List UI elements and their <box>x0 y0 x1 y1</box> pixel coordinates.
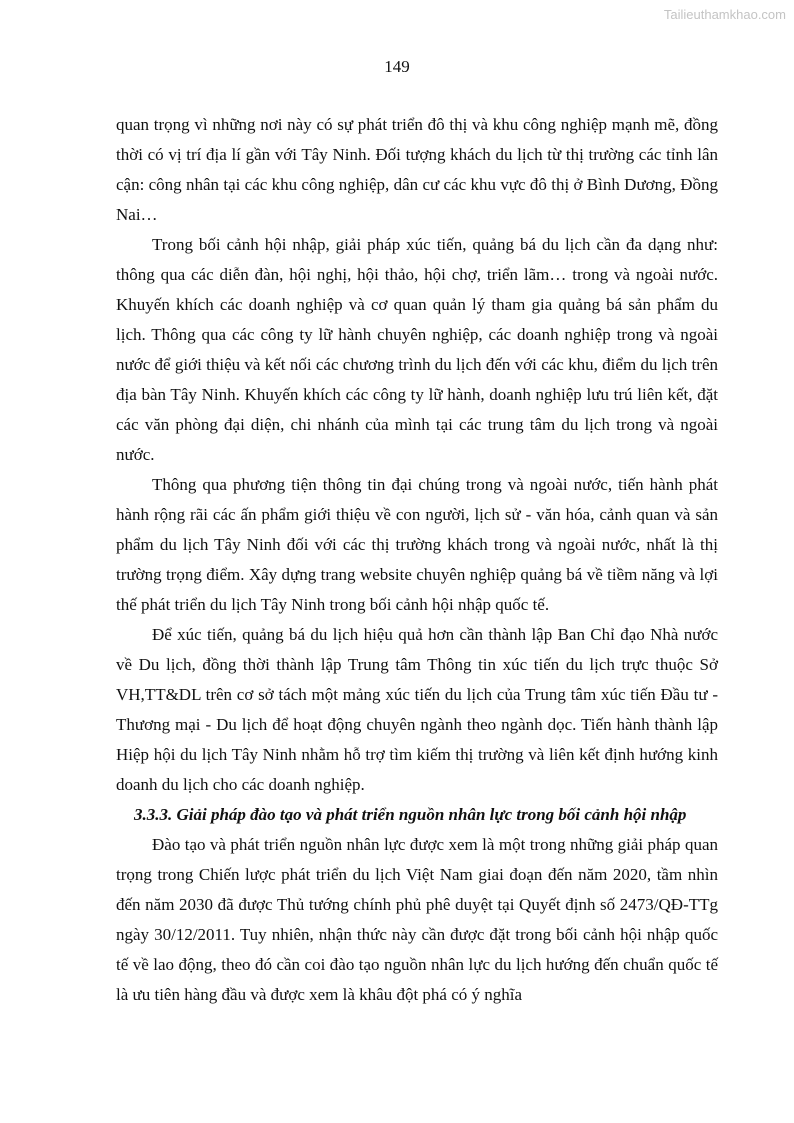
watermark: Tailieuthamkhao.com <box>663 7 786 22</box>
paragraph-continued: quan trọng vì những nơi này có sự phát triển đô thị và khu công nghiệp mạnh mẽ, đồng thời có vị trí địa lí gần với Tây Ninh. Đối tượng khách du lịch từ thị trường các tỉnh lân cận: công nhân tại các khu công nghiệp, dân cư các khu vực đô thị ở Bình Dương, Đồng Nai… <box>116 115 718 224</box>
paragraph: Thông qua phương tiện thông tin đại chúng trong và ngoài nước, tiến hành phát hành rộng rãi các ấn phẩm giới thiệu về con người, lịch sử - văn hóa, cảnh quan và sản phẩm du lịch Tây Ninh đối với các thị trường khách trong và ngoài nước, nhất là thị trường trọng điểm. Xây dựng trang website chuyên nghiệp quảng bá về tiềm năng và lợi thế phát triển du lịch Tây Ninh trong bối cảnh hội nhập quốc tế. <box>116 475 718 614</box>
paragraph: Để xúc tiến, quảng bá du lịch hiệu quả hơn cần thành lập Ban Chỉ đạo Nhà nước về Du lịch, đồng thời thành lập Trung tâm Thông tin xúc tiến du lịch trực thuộc Sở VH,TT&DL trên cơ sở tách một mảng xúc tiến du lịch của Trung tâm xúc tiến Đầu tư - Thương mại - Du lịch để hoạt động chuyên ngành theo ngành dọc. Tiến hành thành lập Hiệp hội du lịch Tây Ninh nhằm hỗ trợ tìm kiếm thị trường và liên kết định hướng kinh doanh du lịch cho các doanh nghiệp. <box>116 625 718 794</box>
document-body <box>116 110 718 1010</box>
section-heading: 3.3.3. Giải pháp đào tạo và phát triển nguồn nhân lực trong bối cảnh hội nhập <box>134 805 687 824</box>
paragraph: Đào tạo và phát triển nguồn nhân lực được xem là một trong những giải pháp quan trọng trong Chiến lược phát triển du lịch Việt Nam giai đoạn đến năm 2020, tầm nhìn đến năm 2030 đã được Thủ tướng chính phủ phê duyệt tại Quyết định số 2473/QĐ-TTg ngày 30/12/2011. Tuy nhiên, nhận thức này cần được đặt trong bối cảnh hội nhập quốc tế về lao động, theo đó cần coi đào tạo nguồn nhân lực du lịch hướng đến chuẩn quốc tế là ưu tiên hàng đầu và được xem là khâu đột phá có ý nghĩa <box>116 835 718 1004</box>
paragraph: Trong bối cảnh hội nhập, giải pháp xúc tiến, quảng bá du lịch cần đa dạng như: thông qua các diễn đàn, hội nghị, hội thảo, hội chợ, triển lãm… trong và ngoài nước. Khuyến khích các doanh nghiệp và cơ quan quản lý tham gia quảng bá sản phẩm du lịch. Thông qua các công ty lữ hành chuyên nghiệp, các doanh nghiệp trong và ngoài nước để giới thiệu và kết nối các chương trình du lịch đến với các khu, điểm du lịch trên địa bàn Tây Ninh. Khuyến khích các công ty lữ hành, doanh nghiệp lưu trú liên kết, đặt các văn phòng đại diện, chi nhánh của mình tại các trung tâm du lịch trong và ngoài nước. <box>116 235 718 464</box>
page-number: 149 <box>384 57 410 76</box>
